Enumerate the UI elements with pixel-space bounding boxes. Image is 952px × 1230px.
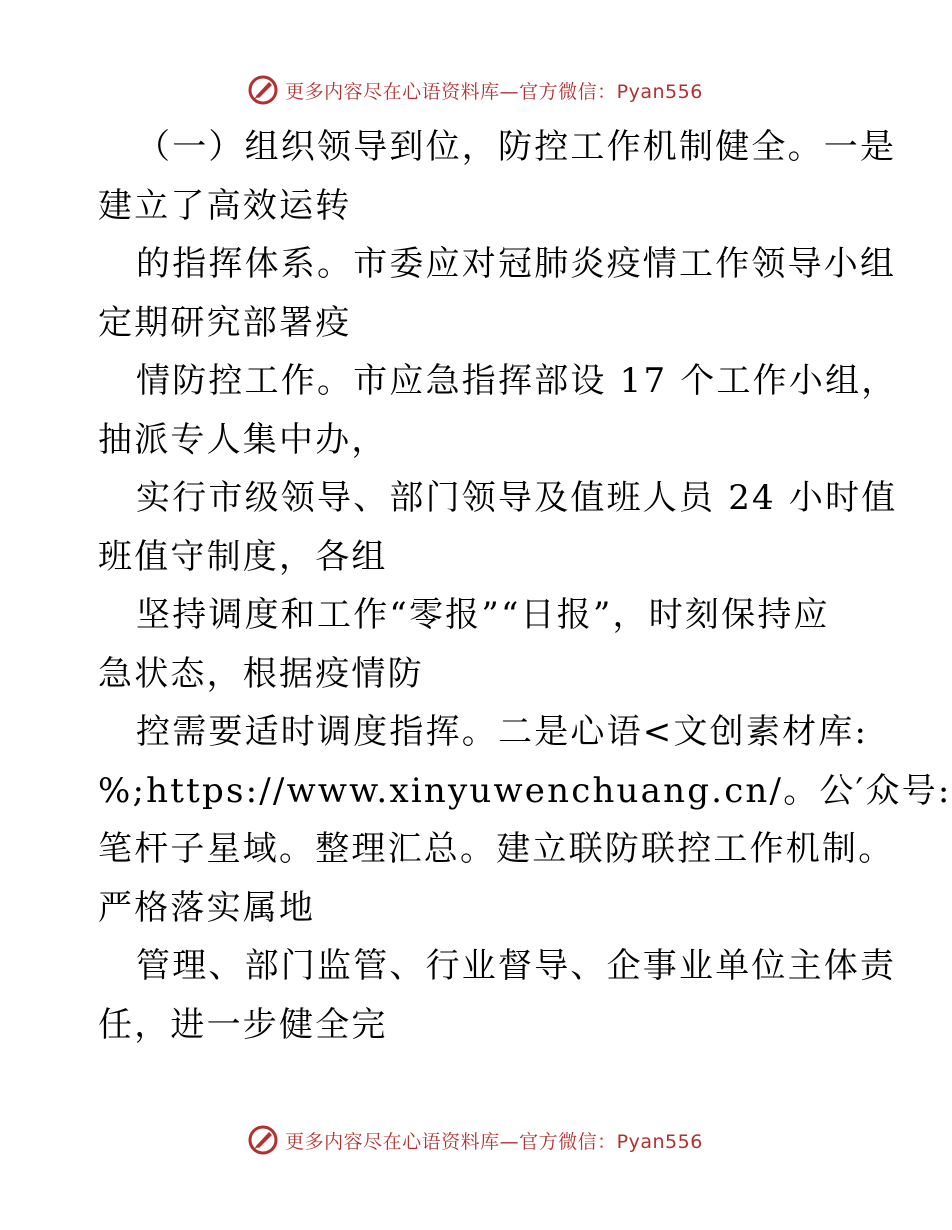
quill-pen-logo-icon [247,74,279,106]
document-line: 坚持调度和工作“零报”“日报”，时刻保持应 [136,595,830,635]
document-line: 任，进一步健全完 [98,1004,388,1045]
document-body [98,118,952,1054]
document-line: 急状态，根据疫情防 [98,653,424,694]
document-line: 管理、部门监管、行业督导、企事业单位主体责 [136,946,897,986]
document-line: 抽派专人集中办， [98,419,388,460]
document-line: 实行市级领导、部门领导及值班人员 24 小时值 [136,478,898,518]
document-line: 控需要适时调度指挥。二是心语<文创素材库: [136,712,869,752]
document-line: %;https://www.xinyuwenchuang.cn/。公′众号: [98,770,952,811]
quill-pen-logo-icon [247,1124,279,1156]
header-watermark [0,70,950,110]
document-line: 情防控工作。市应急指挥部设 17 个工作小组， [136,361,898,401]
document-line: 笔杆子星域。整理汇总。建立联防联控工作机制。 [98,829,895,869]
footer-watermark [0,1120,950,1160]
document-line: 定期研究部署疫 [98,302,352,343]
document-line: 的指挥体系。市委应对冠肺炎疫情工作领导小组 [136,244,897,284]
document-line: 严格落实属地 [98,887,316,928]
header-watermark-text: 更多内容尽在心语资料库—官方微信：Pyan556 [285,80,703,103]
document-line: 班值守制度，各组 [98,536,388,577]
footer-watermark-text: 更多内容尽在心语资料库—官方微信：Pyan556 [285,1130,703,1153]
document-line: （一）组织领导到位，防控工作机制健全。一是 [136,127,897,167]
document-line: 建立了高效运转 [98,185,352,226]
